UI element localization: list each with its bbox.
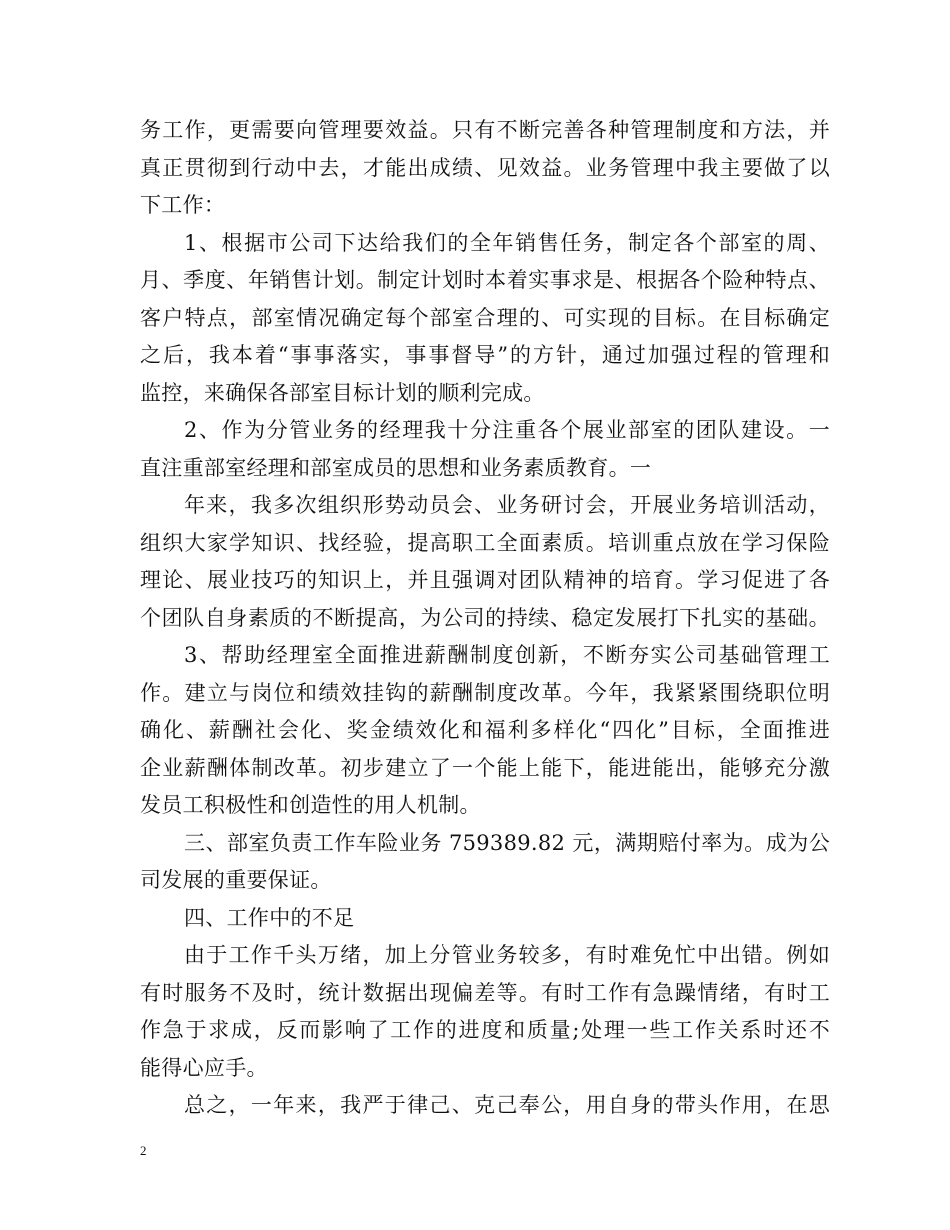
text-line: 有时服务不及时，统计数据出现偏差等。有时工作有急躁情绪，有时工 — [140, 980, 830, 1005]
text-line: 下工作： — [140, 193, 226, 217]
text-line: 企业薪酬体制改革。初步建立了一个能上能下，能进能出，能够充分激 — [140, 755, 830, 780]
text-line: 四、工作中的不足 — [184, 905, 355, 930]
text-line: 总之，一年来，我严于律己、克己奉公，用自身的带头作用，在思 — [184, 1093, 830, 1117]
text-line: 确化、薪酬社会化、奖金绩效化和福利多样化“四化”目标，全面推进 — [140, 718, 830, 742]
text-line: 理论、展业技巧的知识上，并且强调对团队精神的培育。学习促进了各 — [140, 568, 830, 592]
text-line: 年来，我多次组织形势动员会、业务研讨会，开展业务培训活动， — [184, 493, 830, 517]
text-line: 个团队自身素质的不断提高，为公司的持续、稳定发展打下扎实的基础。 — [140, 605, 830, 630]
text-line: 2、作为分管业务的经理我十分注重各个展业部室的团队建设。一 — [184, 418, 830, 442]
text-line: 作。建立与岗位和绩效挂钩的薪酬制度改革。今年，我紧紧围绕职位明 — [140, 680, 830, 705]
text-line: 真正贯彻到行动中去，才能出成绩、见效益。业务管理中我主要做了以 — [140, 155, 830, 180]
text-line: 3、帮助经理室全面推进薪酬制度创新，不断夯实公司基础管理工 — [184, 643, 830, 667]
text-line: 监控，来确保各部室目标计划的顺利完成。 — [140, 380, 545, 405]
text-line: 客户特点，部室情况确定每个部室合理的、可实现的目标。在目标确定 — [140, 305, 830, 330]
page-number: 2 — [140, 1143, 147, 1158]
text-line: 务工作，更需要向管理要效益。只有不断完善各种管理制度和方法，并 — [140, 118, 830, 142]
document-body — [140, 112, 830, 1125]
text-line: 组织大家学知识、找经验，提高职工全面素质。培训重点放在学习保险 — [140, 530, 830, 555]
text-line: 由于工作千头万绪，加上分管业务较多，有时难免忙中出错。例如 — [184, 943, 830, 967]
text-line: 发员工积极性和创造性的用人机制。 — [140, 793, 481, 817]
text-line: 直注重部室经理和部室成员的思想和业务素质教育。一 — [140, 455, 652, 480]
text-line: 能得心应手。 — [140, 1055, 268, 1080]
text-line: 之后，我本着“事事落实，事事督导”的方针，通过加强过程的管理和 — [140, 343, 830, 367]
text-line: 月、季度、年销售计划。制定计划时本着实事求是、根据各个险种特点、 — [140, 268, 830, 292]
text-line: 1、根据市公司下达给我们的全年销售任务，制定各个部室的周、 — [184, 230, 830, 255]
text-line: 三、部室负责工作车险业务 759389.82 元，满期赔付率为。成为公 — [184, 830, 830, 855]
text-line: 司发展的重要保证。 — [140, 868, 332, 892]
text-line: 作急于求成，反而影响了工作的进度和质量;处理一些工作关系时还不 — [140, 1018, 830, 1042]
